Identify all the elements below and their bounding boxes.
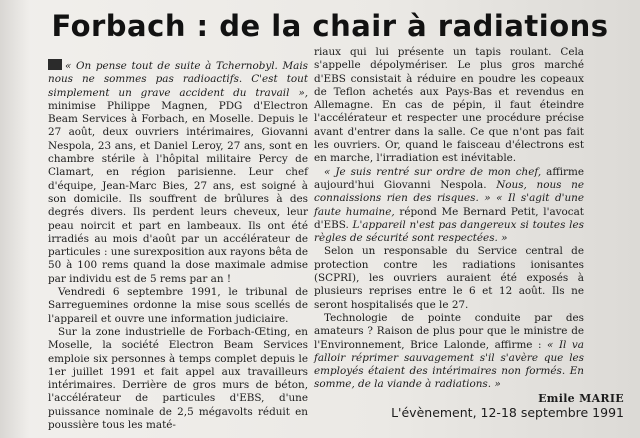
quote-securite: L'appareil n'est pas dangereux si toutes les règles de sécurité sont respectées. » (314, 218, 584, 245)
lead-square-bullet-icon (48, 59, 62, 70)
attribution-avocat: répond Me Bernard Petit, l'avocat d'EBS. (314, 205, 584, 231)
article-footer (391, 392, 624, 420)
quote-faute-humaine: Nous, nous ne connaissions rien des risques. » « Il s'agit d'une faute humaine, (314, 178, 584, 218)
source-citation: L'évènement, 12-18 septembre 1991 (391, 405, 624, 420)
lead-paragraph (48, 59, 308, 286)
left-column (48, 59, 308, 432)
attribution-nespola: affirme aujourd'hui Giovanni Nespola. (314, 165, 585, 191)
lalonde-text: Technologie de pointe conduite par des amateurs ? Raison de plus pour que le ministre de l'Environnement, Brice Lalonde, affirme : (314, 311, 584, 351)
quote-nespola: « Je suis rentré sur ordre de mon chef, (324, 165, 542, 178)
article-headline: Forbach : de la chair à radiations (51, 9, 609, 43)
paragraph-quotes (314, 166, 584, 246)
lead-text: minimise Philippe Magnen, PDG d'Electron Beam Services à Forbach, en Moselle. Depuis le 27 août, deux ouvriers intérimaires, Giovanni Nespola, 23 ans, et Daniel Leroy, 27 ans, sont en chambre stérile à l'hôpital militaire Percy de Clamart, en région parisienne. Leur chef d'équipe, Jean-Marc Bies, 27 ans, est soigné à son domicile. Ils souffrent de brûlures à des degrés divers. Ils perdent leurs cheveux, leur peau noircit et part en lambeaux. Ils ont été irradiés au mois d'août par un accélérateur de particules : une surexposition aux rayons bêta de 50 à 100 rems quand la dose maximale admise par individu est de 5 rems par an ! (48, 99, 308, 285)
paragraph-tribunal: Vendredi 6 septembre 1991, le tribunal de Sarreguemines ordonne la mise sous scellés de l'appareil et ouvre une information judiciaire. (48, 286, 308, 325)
right-column (314, 46, 584, 392)
page-edge-shadow (0, 0, 30, 438)
lead-quote: « On pense tout de suite à Tchernobyl. Mais nous ne sommes pas radioactifs. C'est tout simplement un grave accident du travail », (48, 60, 308, 99)
paragraph-lalonde (314, 312, 584, 392)
paragraph-zone-industrielle: Sur la zone industrielle de Forbach-Œting, en Moselle, la société Electron Beam Services emploie six personnes à temps complet depuis le 1er juillet 1991 et fait appel aux travailleurs intérimaires. Derrière de gros murs de béton, l'accélérateur de particules d'EBS, d'une puissance nominale de 2,5 mégavolts réduit en poussière tous les maté- (48, 325, 308, 432)
author-byline: Emile MARIE (538, 392, 624, 405)
paragraph-continuation: riaux qui lui présente un tapis roulant. Cela s'appelle dépolymériser. Le plus gros marché d'EBS consistait à réduire en poudre les copeaux de Teflon achetés aux Pays-Bas et revendus en Allemagne. En cas de pépin, il faut éteindre l'accélérateur et respecter une procédure précise avant d'entrer dans la salle. Ce que n'ont pas fait les ouvriers. Or, quand le faisceau d'électrons est en marche, l'irradiation est inévitable. (314, 46, 584, 165)
paragraph-scpri: Selon un responsable du Service central de protection contre les radiations ionisantes (SCPRI), les ouvriers auraient été exposés à plusieurs reprises entre le 6 et 12 août. Ils ne seront hospitalisés que le 27. (314, 245, 584, 311)
lalonde-quote: « Il va falloir réprimer sauvagement s'il s'avère que les employés étaient des intérimaires non formés. En somme, de la viande à radiations. » (314, 338, 584, 391)
